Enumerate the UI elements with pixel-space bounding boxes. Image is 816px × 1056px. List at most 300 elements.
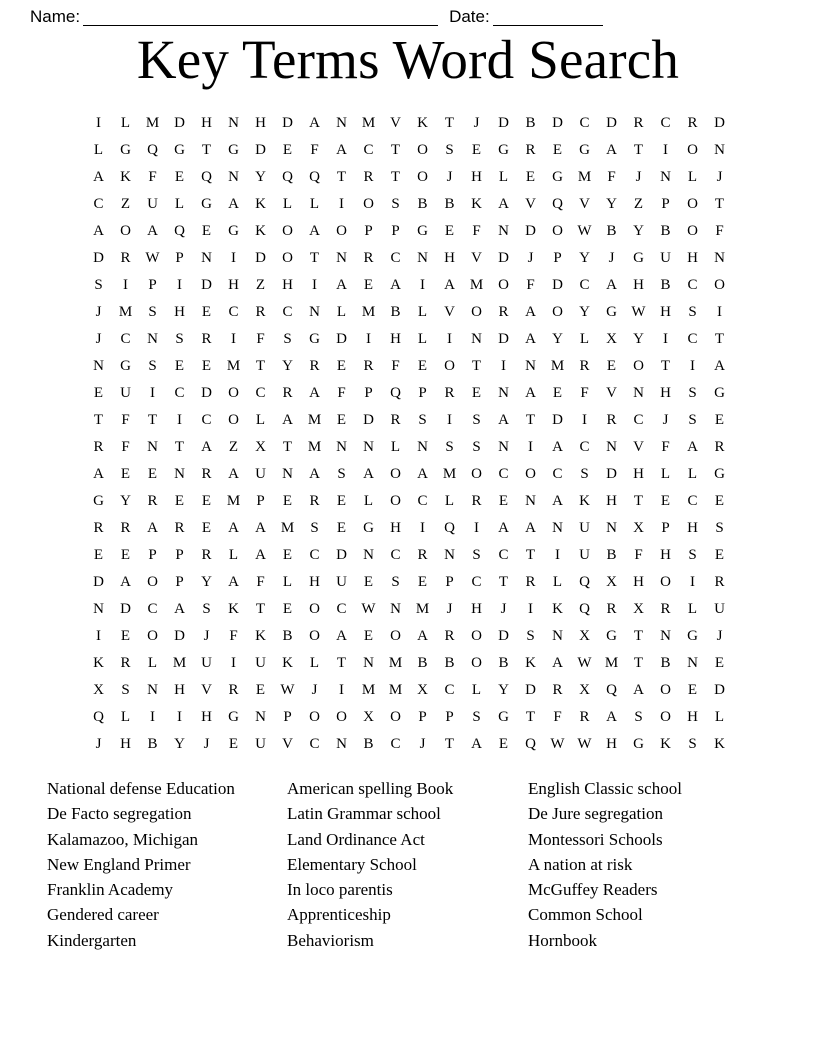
grid-letter[interactable]: X [606, 331, 617, 347]
grid-letter[interactable]: A [147, 520, 158, 536]
grid-letter[interactable]: M [442, 466, 457, 482]
grid-letter[interactable]: P [148, 277, 157, 293]
grid-letter[interactable]: E [174, 358, 185, 374]
grid-letter[interactable]: A [417, 466, 428, 482]
grid-letter[interactable]: R [363, 250, 374, 266]
grid-letter[interactable]: H [660, 304, 671, 320]
grid-letter[interactable]: D [93, 250, 104, 266]
grid-letter[interactable]: E [120, 628, 131, 644]
grid-letter[interactable]: D [201, 277, 212, 293]
grid-letter[interactable]: A [309, 385, 320, 401]
grid-letter[interactable]: F [715, 223, 724, 239]
grid-letter[interactable]: E [498, 493, 509, 509]
grid-letter[interactable]: L [336, 304, 347, 320]
grid-letter[interactable]: B [660, 223, 671, 239]
grid-letter[interactable]: R [120, 250, 131, 266]
grid-letter[interactable]: H [174, 304, 185, 320]
grid-letter[interactable]: O [147, 628, 158, 644]
grid-letter[interactable]: A [228, 196, 239, 212]
grid-letter[interactable]: M [118, 304, 133, 320]
grid-letter[interactable]: A [525, 520, 536, 536]
grid-letter[interactable]: P [148, 547, 157, 563]
grid-letter[interactable]: G [228, 142, 239, 158]
grid-letter[interactable]: D [336, 547, 347, 563]
grid-letter[interactable]: E [471, 385, 482, 401]
grid-letter[interactable]: M [307, 439, 322, 455]
grid-letter[interactable]: H [309, 574, 320, 590]
grid-letter[interactable]: S [283, 331, 292, 347]
grid-letter[interactable]: L [282, 574, 293, 590]
grid-letter[interactable]: H [606, 493, 617, 509]
grid-letter[interactable]: R [579, 358, 590, 374]
grid-letter[interactable]: M [145, 115, 160, 131]
grid-letter[interactable]: I [366, 331, 371, 347]
grid-letter[interactable]: G [579, 142, 590, 158]
grid-letter[interactable]: E [552, 385, 563, 401]
grid-letter[interactable]: E [525, 169, 536, 185]
grid-letter[interactable]: I [150, 385, 155, 401]
grid-letter[interactable]: G [417, 223, 428, 239]
grid-letter[interactable]: I [231, 331, 236, 347]
grid-letter[interactable]: R [606, 412, 617, 428]
grid-letter[interactable]: A [174, 601, 185, 617]
grid-letter[interactable]: E [714, 493, 725, 509]
grid-letter[interactable]: E [417, 358, 428, 374]
grid-letter[interactable]: A [471, 736, 482, 752]
date-input-rule[interactable] [493, 8, 603, 26]
grid-letter[interactable]: O [660, 709, 671, 725]
grid-letter[interactable]: K [93, 655, 104, 671]
grid-letter[interactable]: B [606, 547, 617, 563]
grid-letter[interactable]: A [687, 439, 698, 455]
grid-letter[interactable]: C [471, 574, 482, 590]
grid-letter[interactable]: Z [255, 277, 266, 293]
grid-letter[interactable]: I [231, 655, 236, 671]
grid-letter[interactable]: I [96, 628, 101, 644]
grid-letter[interactable]: D [498, 331, 509, 347]
grid-letter[interactable]: Y [201, 574, 212, 590]
grid-letter[interactable]: D [552, 277, 563, 293]
grid-letter[interactable]: Y [633, 331, 644, 347]
grid-letter[interactable]: Q [606, 682, 617, 698]
grid-letter[interactable]: R [201, 466, 212, 482]
grid-letter[interactable]: E [444, 223, 455, 239]
grid-letter[interactable]: E [498, 736, 509, 752]
grid-letter[interactable]: Q [390, 385, 401, 401]
grid-letter[interactable]: S [580, 466, 589, 482]
grid-letter[interactable]: C [120, 331, 131, 347]
grid-letter[interactable]: C [660, 115, 671, 131]
grid-letter[interactable]: E [201, 304, 212, 320]
grid-letter[interactable]: P [418, 385, 427, 401]
grid-letter[interactable]: R [309, 358, 320, 374]
grid-letter[interactable]: R [174, 520, 185, 536]
grid-letter[interactable]: F [661, 439, 670, 455]
grid-letter[interactable]: Q [174, 223, 185, 239]
grid-letter[interactable]: G [687, 628, 698, 644]
grid-letter[interactable]: J [716, 628, 723, 644]
grid-letter[interactable]: T [390, 142, 401, 158]
grid-letter[interactable]: J [716, 169, 723, 185]
grid-letter[interactable]: N [363, 547, 374, 563]
grid-letter[interactable]: F [553, 709, 562, 725]
grid-letter[interactable]: E [471, 142, 482, 158]
grid-letter[interactable]: F [256, 574, 265, 590]
grid-letter[interactable]: R [120, 655, 131, 671]
grid-letter[interactable]: L [255, 412, 266, 428]
grid-letter[interactable]: G [606, 304, 617, 320]
grid-letter[interactable]: N [363, 439, 374, 455]
grid-letter[interactable]: A [498, 412, 509, 428]
grid-letter[interactable]: S [148, 304, 157, 320]
grid-letter[interactable]: Q [282, 169, 293, 185]
grid-letter[interactable]: L [687, 466, 698, 482]
grid-letter[interactable]: A [606, 709, 617, 725]
grid-letter[interactable]: C [444, 682, 455, 698]
grid-letter[interactable]: Q [525, 736, 536, 752]
grid-letter[interactable]: X [633, 601, 644, 617]
grid-letter[interactable]: G [228, 709, 239, 725]
grid-letter[interactable]: E [282, 601, 293, 617]
grid-letter[interactable]: G [498, 709, 509, 725]
grid-letter[interactable]: Y [255, 169, 266, 185]
grid-letter[interactable]: B [390, 304, 401, 320]
grid-letter[interactable]: Q [201, 169, 212, 185]
grid-letter[interactable]: H [120, 736, 131, 752]
grid-letter[interactable]: N [687, 655, 698, 671]
grid-letter[interactable]: O [390, 466, 401, 482]
grid-letter[interactable]: D [174, 628, 185, 644]
grid-letter[interactable]: U [579, 520, 590, 536]
grid-letter[interactable]: T [309, 250, 320, 266]
grid-letter[interactable]: A [525, 331, 536, 347]
grid-letter[interactable]: M [388, 655, 403, 671]
grid-letter[interactable]: T [498, 574, 509, 590]
grid-letter[interactable]: D [201, 385, 212, 401]
grid-letter[interactable]: F [121, 412, 130, 428]
grid-letter[interactable]: E [228, 736, 239, 752]
grid-letter[interactable]: S [472, 709, 481, 725]
grid-letter[interactable]: R [363, 358, 374, 374]
grid-letter[interactable]: O [471, 466, 482, 482]
grid-letter[interactable]: N [714, 250, 725, 266]
grid-letter[interactable]: Y [120, 493, 131, 509]
grid-letter[interactable]: V [444, 304, 455, 320]
grid-letter[interactable]: C [390, 250, 401, 266]
grid-letter[interactable]: R [498, 304, 509, 320]
grid-letter[interactable]: A [336, 142, 347, 158]
grid-letter[interactable]: J [419, 736, 426, 752]
grid-letter[interactable]: I [177, 277, 182, 293]
grid-letter[interactable]: E [336, 493, 347, 509]
grid-letter[interactable]: M [415, 601, 430, 617]
grid-letter[interactable]: P [445, 709, 454, 725]
grid-letter[interactable]: O [282, 250, 293, 266]
grid-letter[interactable]: O [552, 223, 563, 239]
grid-letter[interactable]: T [525, 709, 536, 725]
grid-letter[interactable]: E [282, 493, 293, 509]
grid-letter[interactable]: S [472, 547, 481, 563]
grid-letter[interactable]: R [660, 601, 671, 617]
grid-letter[interactable]: A [255, 520, 266, 536]
grid-letter[interactable]: W [577, 736, 592, 752]
grid-letter[interactable]: T [633, 493, 644, 509]
grid-letter[interactable]: C [309, 547, 320, 563]
grid-letter[interactable]: E [201, 223, 212, 239]
grid-letter[interactable]: O [228, 385, 239, 401]
grid-letter[interactable]: T [633, 142, 644, 158]
grid-letter[interactable]: R [714, 574, 725, 590]
grid-letter[interactable]: D [552, 412, 563, 428]
grid-letter[interactable]: P [445, 574, 454, 590]
grid-letter[interactable]: K [525, 655, 536, 671]
grid-letter[interactable]: K [660, 736, 671, 752]
grid-letter[interactable]: L [390, 439, 401, 455]
grid-letter[interactable]: N [417, 439, 428, 455]
grid-letter[interactable]: D [363, 412, 374, 428]
grid-letter[interactable]: D [120, 601, 131, 617]
grid-letter[interactable]: R [471, 493, 482, 509]
grid-letter[interactable]: L [120, 709, 131, 725]
grid-letter[interactable]: I [474, 520, 479, 536]
grid-letter[interactable]: R [93, 520, 104, 536]
grid-letter[interactable]: S [688, 412, 697, 428]
grid-letter[interactable]: U [120, 385, 131, 401]
grid-letter[interactable]: F [337, 385, 346, 401]
grid-letter[interactable]: C [363, 142, 374, 158]
grid-letter[interactable]: A [390, 277, 401, 293]
grid-letter[interactable]: U [660, 250, 671, 266]
grid-letter[interactable]: S [418, 412, 427, 428]
grid-letter[interactable]: C [201, 412, 212, 428]
grid-letter[interactable]: E [363, 628, 374, 644]
grid-letter[interactable]: G [228, 223, 239, 239]
grid-letter[interactable]: W [577, 223, 592, 239]
grid-letter[interactable]: L [687, 169, 698, 185]
grid-letter[interactable]: R [525, 574, 536, 590]
grid-letter[interactable]: K [255, 223, 266, 239]
grid-letter[interactable]: A [525, 304, 536, 320]
grid-letter[interactable]: P [418, 709, 427, 725]
grid-letter[interactable]: J [500, 601, 507, 617]
grid-letter[interactable]: R [201, 547, 212, 563]
grid-letter[interactable]: S [337, 466, 346, 482]
grid-letter[interactable]: S [445, 142, 454, 158]
grid-letter[interactable]: U [579, 547, 590, 563]
grid-letter[interactable]: C [579, 277, 590, 293]
grid-letter[interactable]: D [606, 115, 617, 131]
grid-letter[interactable]: N [498, 439, 509, 455]
grid-letter[interactable]: E [714, 412, 725, 428]
grid-letter[interactable]: N [147, 439, 158, 455]
grid-letter[interactable]: S [688, 385, 697, 401]
grid-letter[interactable]: N [498, 223, 509, 239]
grid-letter[interactable]: A [93, 169, 104, 185]
grid-letter[interactable]: H [687, 709, 698, 725]
grid-letter[interactable]: H [633, 466, 644, 482]
grid-letter[interactable]: C [147, 601, 158, 617]
grid-letter[interactable]: K [228, 601, 239, 617]
grid-letter[interactable]: O [444, 358, 455, 374]
grid-letter[interactable]: Y [498, 682, 509, 698]
grid-letter[interactable]: E [120, 466, 131, 482]
grid-letter[interactable]: O [471, 304, 482, 320]
grid-letter[interactable]: O [687, 223, 698, 239]
grid-letter[interactable]: M [361, 682, 376, 698]
grid-letter[interactable]: A [363, 466, 374, 482]
grid-letter[interactable]: A [606, 277, 617, 293]
grid-letter[interactable]: R [309, 493, 320, 509]
grid-letter[interactable]: J [527, 250, 534, 266]
grid-letter[interactable]: N [552, 520, 563, 536]
grid-letter[interactable]: O [336, 709, 347, 725]
grid-letter[interactable]: N [660, 169, 671, 185]
grid-letter[interactable]: Z [228, 439, 239, 455]
grid-letter[interactable]: E [147, 466, 158, 482]
grid-letter[interactable]: Y [282, 358, 293, 374]
grid-letter[interactable]: A [93, 466, 104, 482]
grid-letter[interactable]: M [280, 520, 295, 536]
grid-letter[interactable]: B [282, 628, 293, 644]
grid-letter[interactable]: I [231, 250, 236, 266]
grid-letter[interactable]: A [228, 574, 239, 590]
grid-letter[interactable]: B [660, 277, 671, 293]
grid-letter[interactable]: A [309, 466, 320, 482]
grid-letter[interactable]: Q [93, 709, 104, 725]
grid-letter[interactable]: C [579, 115, 590, 131]
grid-letter[interactable]: X [633, 520, 644, 536]
name-input-rule[interactable] [83, 8, 438, 26]
grid-letter[interactable]: H [390, 331, 401, 347]
grid-letter[interactable]: I [528, 601, 533, 617]
grid-letter[interactable]: C [498, 547, 509, 563]
grid-letter[interactable]: P [256, 493, 265, 509]
grid-letter[interactable]: L [93, 142, 104, 158]
grid-letter[interactable]: D [498, 250, 509, 266]
grid-letter[interactable]: I [447, 331, 452, 347]
grid-letter[interactable]: E [687, 682, 698, 698]
grid-letter[interactable]: L [498, 169, 509, 185]
grid-letter[interactable]: N [498, 385, 509, 401]
grid-letter[interactable]: H [660, 547, 671, 563]
grid-letter[interactable]: C [228, 304, 239, 320]
grid-letter[interactable]: I [663, 331, 668, 347]
grid-letter[interactable]: O [417, 169, 428, 185]
grid-letter[interactable]: C [687, 277, 698, 293]
grid-letter[interactable]: L [714, 709, 725, 725]
grid-letter[interactable]: M [550, 358, 565, 374]
grid-letter[interactable]: G [552, 169, 563, 185]
grid-letter[interactable]: S [175, 331, 184, 347]
grid-letter[interactable]: N [174, 466, 185, 482]
grid-letter[interactable]: E [336, 412, 347, 428]
grid-letter[interactable]: E [336, 520, 347, 536]
grid-letter[interactable]: D [714, 115, 725, 131]
grid-letter[interactable]: I [582, 412, 587, 428]
grid-letter[interactable]: N [525, 358, 536, 374]
grid-letter[interactable]: O [471, 655, 482, 671]
grid-letter[interactable]: J [95, 331, 102, 347]
grid-letter[interactable]: X [93, 682, 104, 698]
grid-letter[interactable]: O [417, 142, 428, 158]
grid-letter[interactable]: C [390, 736, 401, 752]
grid-letter[interactable]: W [361, 601, 376, 617]
grid-letter[interactable]: A [255, 547, 266, 563]
grid-letter[interactable]: G [633, 250, 644, 266]
grid-letter[interactable]: A [606, 142, 617, 158]
grid-letter[interactable]: C [687, 493, 698, 509]
grid-letter[interactable]: E [417, 574, 428, 590]
grid-letter[interactable]: U [201, 655, 212, 671]
grid-letter[interactable]: G [498, 142, 509, 158]
grid-letter[interactable]: M [226, 493, 241, 509]
grid-letter[interactable]: C [309, 736, 320, 752]
grid-letter[interactable]: R [93, 439, 104, 455]
grid-letter[interactable]: C [390, 547, 401, 563]
grid-letter[interactable]: R [120, 520, 131, 536]
grid-letter[interactable]: A [228, 520, 239, 536]
grid-letter[interactable]: M [469, 277, 484, 293]
grid-letter[interactable]: E [93, 547, 104, 563]
grid-letter[interactable]: J [311, 682, 318, 698]
grid-letter[interactable]: P [364, 385, 373, 401]
grid-letter[interactable]: F [526, 277, 535, 293]
grid-letter[interactable]: E [201, 520, 212, 536]
grid-letter[interactable]: H [471, 601, 482, 617]
grid-letter[interactable]: F [148, 169, 157, 185]
grid-letter[interactable]: X [606, 574, 617, 590]
grid-letter[interactable]: Q [309, 169, 320, 185]
grid-letter[interactable]: B [417, 196, 428, 212]
grid-letter[interactable]: K [417, 115, 428, 131]
grid-letter[interactable]: E [174, 493, 185, 509]
grid-letter[interactable]: U [255, 655, 266, 671]
grid-letter[interactable]: P [364, 223, 373, 239]
grid-letter[interactable]: N [228, 169, 239, 185]
grid-letter[interactable]: J [446, 601, 453, 617]
grid-letter[interactable]: B [417, 655, 428, 671]
grid-letter[interactable]: N [363, 655, 374, 671]
grid-letter[interactable]: A [93, 223, 104, 239]
grid-letter[interactable]: X [579, 682, 590, 698]
grid-letter[interactable]: V [201, 682, 212, 698]
grid-letter[interactable]: T [174, 439, 185, 455]
grid-letter[interactable]: L [282, 196, 293, 212]
grid-letter[interactable]: G [120, 142, 131, 158]
grid-letter[interactable]: R [606, 601, 617, 617]
grid-letter[interactable]: H [444, 250, 455, 266]
grid-letter[interactable]: T [255, 601, 266, 617]
grid-letter[interactable]: G [606, 628, 617, 644]
grid-letter[interactable]: F [472, 223, 481, 239]
grid-letter[interactable]: F [310, 142, 319, 158]
grid-letter[interactable]: H [687, 520, 698, 536]
grid-letter[interactable]: R [228, 682, 239, 698]
grid-letter[interactable]: Z [633, 196, 644, 212]
grid-letter[interactable]: P [175, 547, 184, 563]
grid-letter[interactable]: R [579, 709, 590, 725]
grid-letter[interactable]: T [390, 169, 401, 185]
grid-letter[interactable]: O [120, 223, 131, 239]
grid-letter[interactable]: Y [174, 736, 185, 752]
grid-letter[interactable]: H [201, 709, 212, 725]
grid-letter[interactable]: O [525, 466, 536, 482]
grid-letter[interactable]: O [390, 628, 401, 644]
grid-letter[interactable]: L [363, 493, 374, 509]
grid-letter[interactable]: N [228, 115, 239, 131]
grid-letter[interactable]: N [336, 115, 347, 131]
grid-letter[interactable]: I [312, 277, 317, 293]
